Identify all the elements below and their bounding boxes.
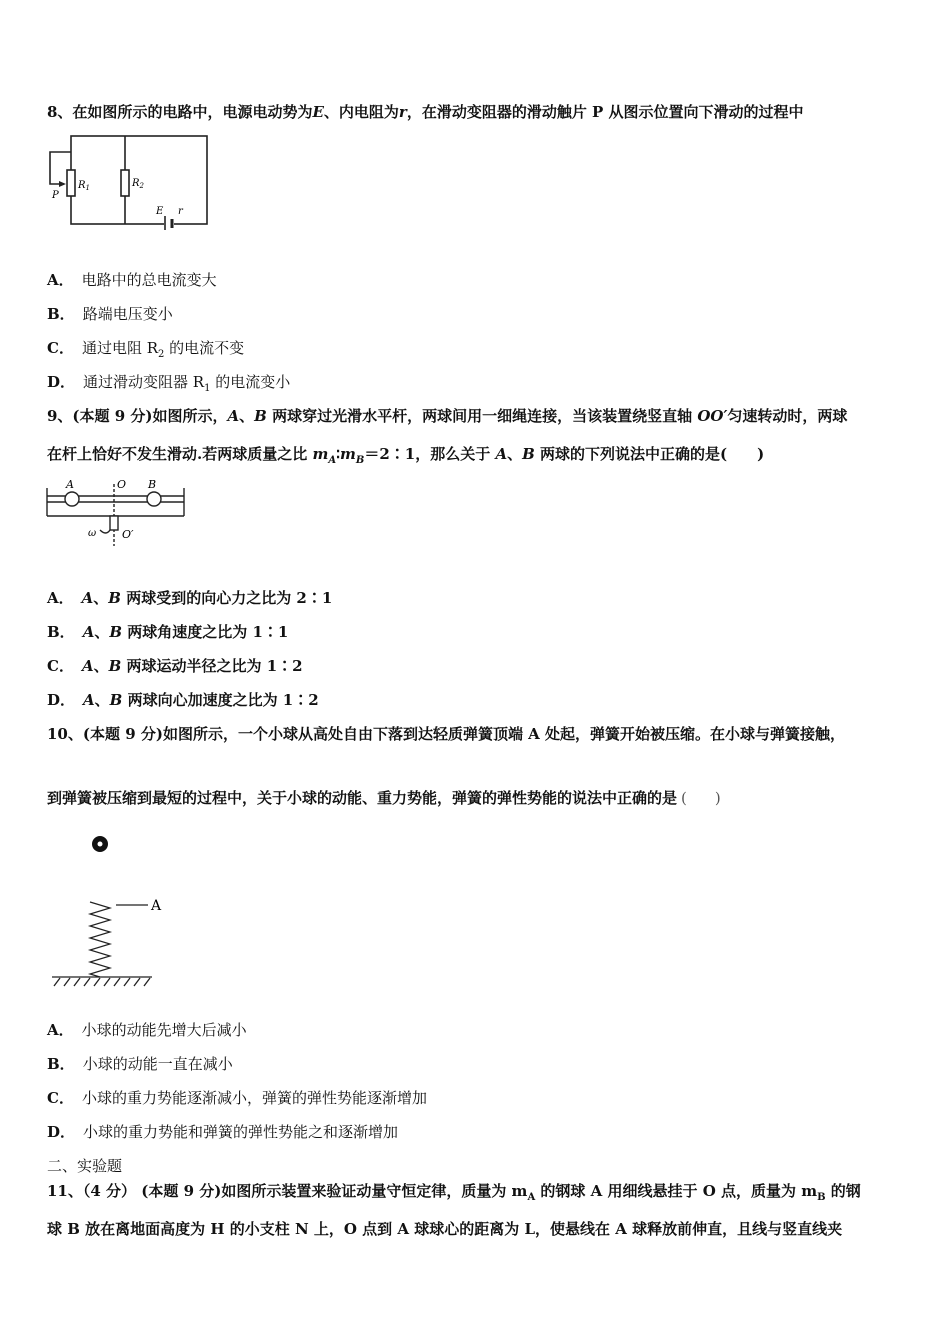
- falling-ball: [92, 836, 108, 852]
- q10-option-b[interactable]: B． 小球的动能一直在减小: [47, 1055, 233, 1073]
- q9-stem-line2: 在杆上恰好不发生滑动.若两球质量之比 $m_A∶m_B=2∶1$，那么关于 A、B 两球的下列说法中正确的是( ): [47, 445, 765, 466]
- q11-stem-line2: 球 B 放在离地面高度为 H 的小支柱 N 上，O 点到 A 球球心的距离为 L，使悬线在 A 球释放前伸直，且线与竖直线夹: [47, 1220, 843, 1238]
- ball-a: [65, 492, 79, 506]
- q8-option-d[interactable]: D． 通过滑动变阻器 $R_1$ 的电流变小: [47, 373, 291, 394]
- label-o: O: [117, 478, 127, 491]
- answer-parentheses: (): [681, 789, 749, 807]
- r1-resistor: [67, 170, 75, 196]
- q8-option-c[interactable]: C． 通过电阻 $R_2$ 的电流不变: [47, 339, 245, 360]
- q9-option-b[interactable]: B． A、B 两球角速度之比为 1∶1: [47, 623, 289, 641]
- q9-option-d[interactable]: D． A、B 两球向心加速度之比为 1∶2: [47, 691, 319, 709]
- q10-option-a[interactable]: A． 小球的动能先增大后减小: [47, 1021, 247, 1039]
- label-a: A: [151, 898, 162, 914]
- e-label: E: [156, 206, 164, 217]
- q8-option-b[interactable]: B． 路端电压变小: [47, 305, 173, 323]
- q10-spring-figure: [48, 830, 178, 992]
- q8-stem: 8、在如图所示的电路中，电源电动势为E、内电阻为r，在滑动变阻器的滑动触片 P 从图示位置向下滑动的过程中: [47, 103, 804, 121]
- q10-stem-line2: 到弹簧被压缩到最短的过程中，关于小球的动能、重力势能，弹簧的弹性势能的说法中正确的是 (): [47, 789, 749, 807]
- q10-option-d[interactable]: D． 小球的重力势能和弹簧的弹性势能之和逐渐增加: [47, 1123, 399, 1141]
- q8-option-a[interactable]: A． 电路中的总电流变大: [47, 271, 217, 289]
- label-o-prime: O′: [122, 528, 134, 541]
- q11-stem-line1: 11、（4 分） (本题 9 分)如图所示装置来验证动量守恒定律，质量为 $m_A$ 的钢球 A 用细线悬挂于 O 点，质量为 $m_B$ 的钢: [47, 1182, 861, 1203]
- ground: [52, 977, 152, 986]
- r2-label: $R_2$: [132, 178, 144, 190]
- r2-resistor: [121, 170, 129, 196]
- r1-label: $R_1$: [78, 180, 90, 192]
- r-label: r: [178, 206, 183, 217]
- q8-circuit-figure: [44, 132, 214, 230]
- label-omega: ω: [88, 528, 97, 539]
- q9-option-a[interactable]: A． A、B 两球受到的向心力之比为 2∶1: [47, 589, 333, 607]
- q9-stem-line1: 9、(本题 9 分)如图所示，A、B 两球穿过光滑水平杆，两球间用一细绳连接，当该装置绕竖直轴 OO′匀速转动时，两球: [47, 407, 848, 425]
- q10-option-c[interactable]: C． 小球的重力势能逐渐减小，弹簧的弹性势能逐渐增加: [47, 1089, 427, 1107]
- section-2-title: 二、实验题: [47, 1157, 123, 1175]
- spring: [90, 902, 148, 977]
- q9-option-c[interactable]: C． A、B 两球运动半径之比为 1∶2: [47, 657, 303, 675]
- ball-b: [147, 492, 161, 506]
- q10-stem-line1: 10、(本题 9 分)如图所示，一个小球从高处自由下落到达轻质弹簧顶端 A 处起，弹簧开始被压缩。在小球与弹簧接触，: [47, 725, 846, 743]
- q9-rotating-rod-figure: [44, 476, 189, 548]
- label-b: B: [148, 478, 157, 491]
- p-label: P: [52, 190, 59, 201]
- label-a: A: [66, 478, 74, 491]
